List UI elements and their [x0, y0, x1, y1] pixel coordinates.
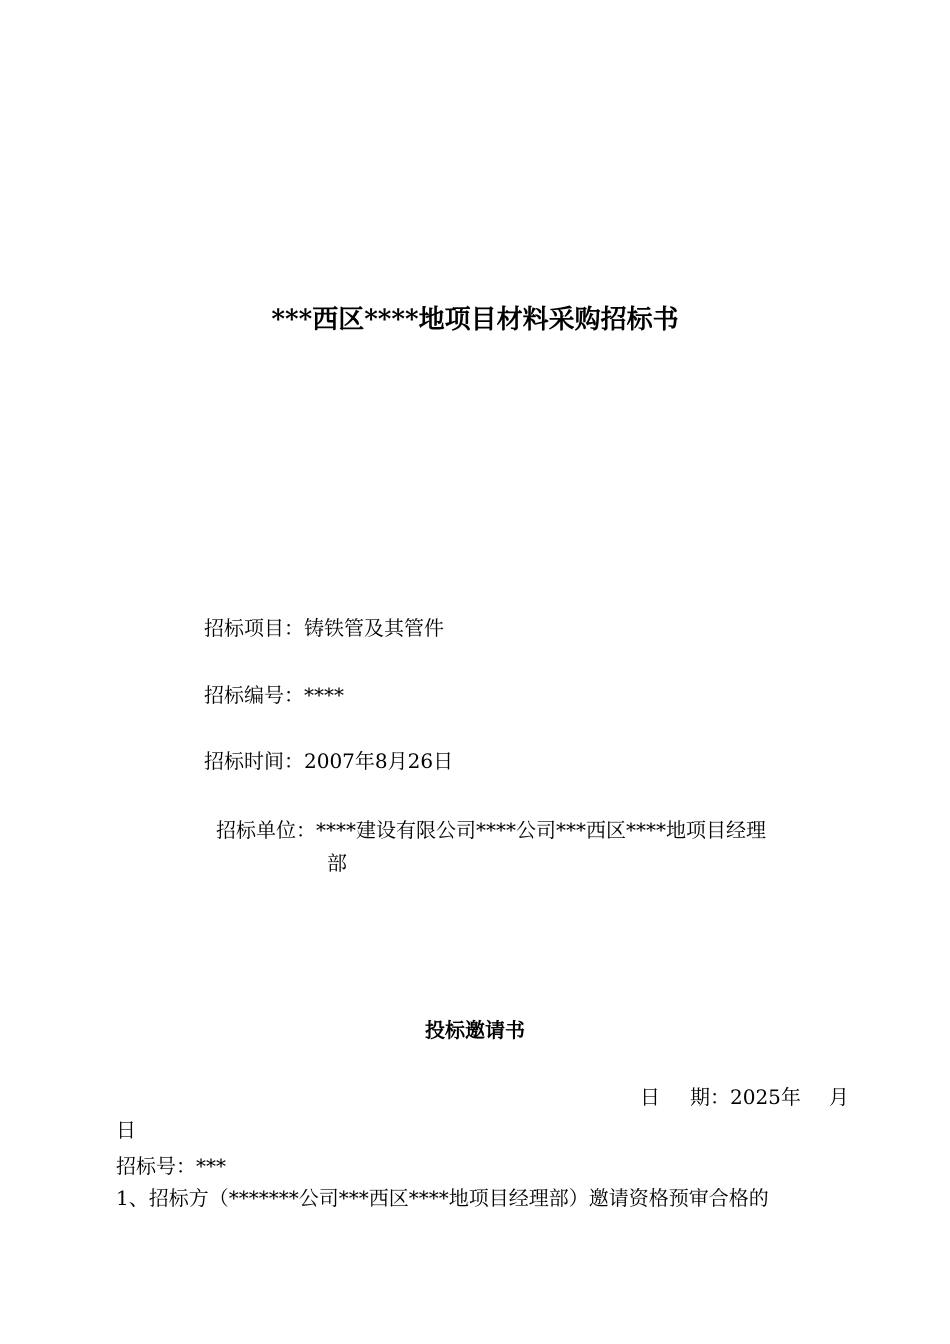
- date-label-char2: 期：: [690, 1085, 730, 1109]
- date-day: 日: [116, 1118, 136, 1142]
- bid-number-value: ****: [304, 683, 344, 707]
- bid-project-label: 招标项目：: [204, 616, 304, 640]
- date-label-char1: 日: [640, 1085, 660, 1109]
- bid-number-label: 招标编号：: [204, 683, 304, 707]
- bid-unit-value-continued: 部: [327, 851, 347, 875]
- bid-time-label: 招标时间：: [204, 749, 304, 773]
- invitation-bid-number: 招标号：***: [116, 1154, 226, 1178]
- invitation-paragraph-1: 1、招标方（*******公司***西区****地项目经理部）邀请资格预审合格的: [116, 1186, 769, 1210]
- document-title: ***西区****地项目材料采购招标书: [271, 305, 679, 335]
- date-month: 月: [828, 1085, 849, 1109]
- invitation-title: 投标邀请书: [425, 1018, 525, 1042]
- invitation-date-line: [640, 1081, 852, 1113]
- bid-project-line: [204, 613, 444, 643]
- bid-number-line: [204, 680, 344, 710]
- bid-unit-line: [216, 814, 856, 846]
- bid-unit-label: 招标单位：: [216, 818, 316, 842]
- bid-time-line: [204, 746, 453, 776]
- bid-unit-value: ****建设有限公司****公司***西区****地项目经理: [316, 818, 766, 842]
- date-year: 2025年: [730, 1085, 801, 1109]
- bid-project-value: 铸铁管及其管件: [304, 616, 444, 640]
- bid-time-value: 2007年8月26日: [304, 749, 454, 773]
